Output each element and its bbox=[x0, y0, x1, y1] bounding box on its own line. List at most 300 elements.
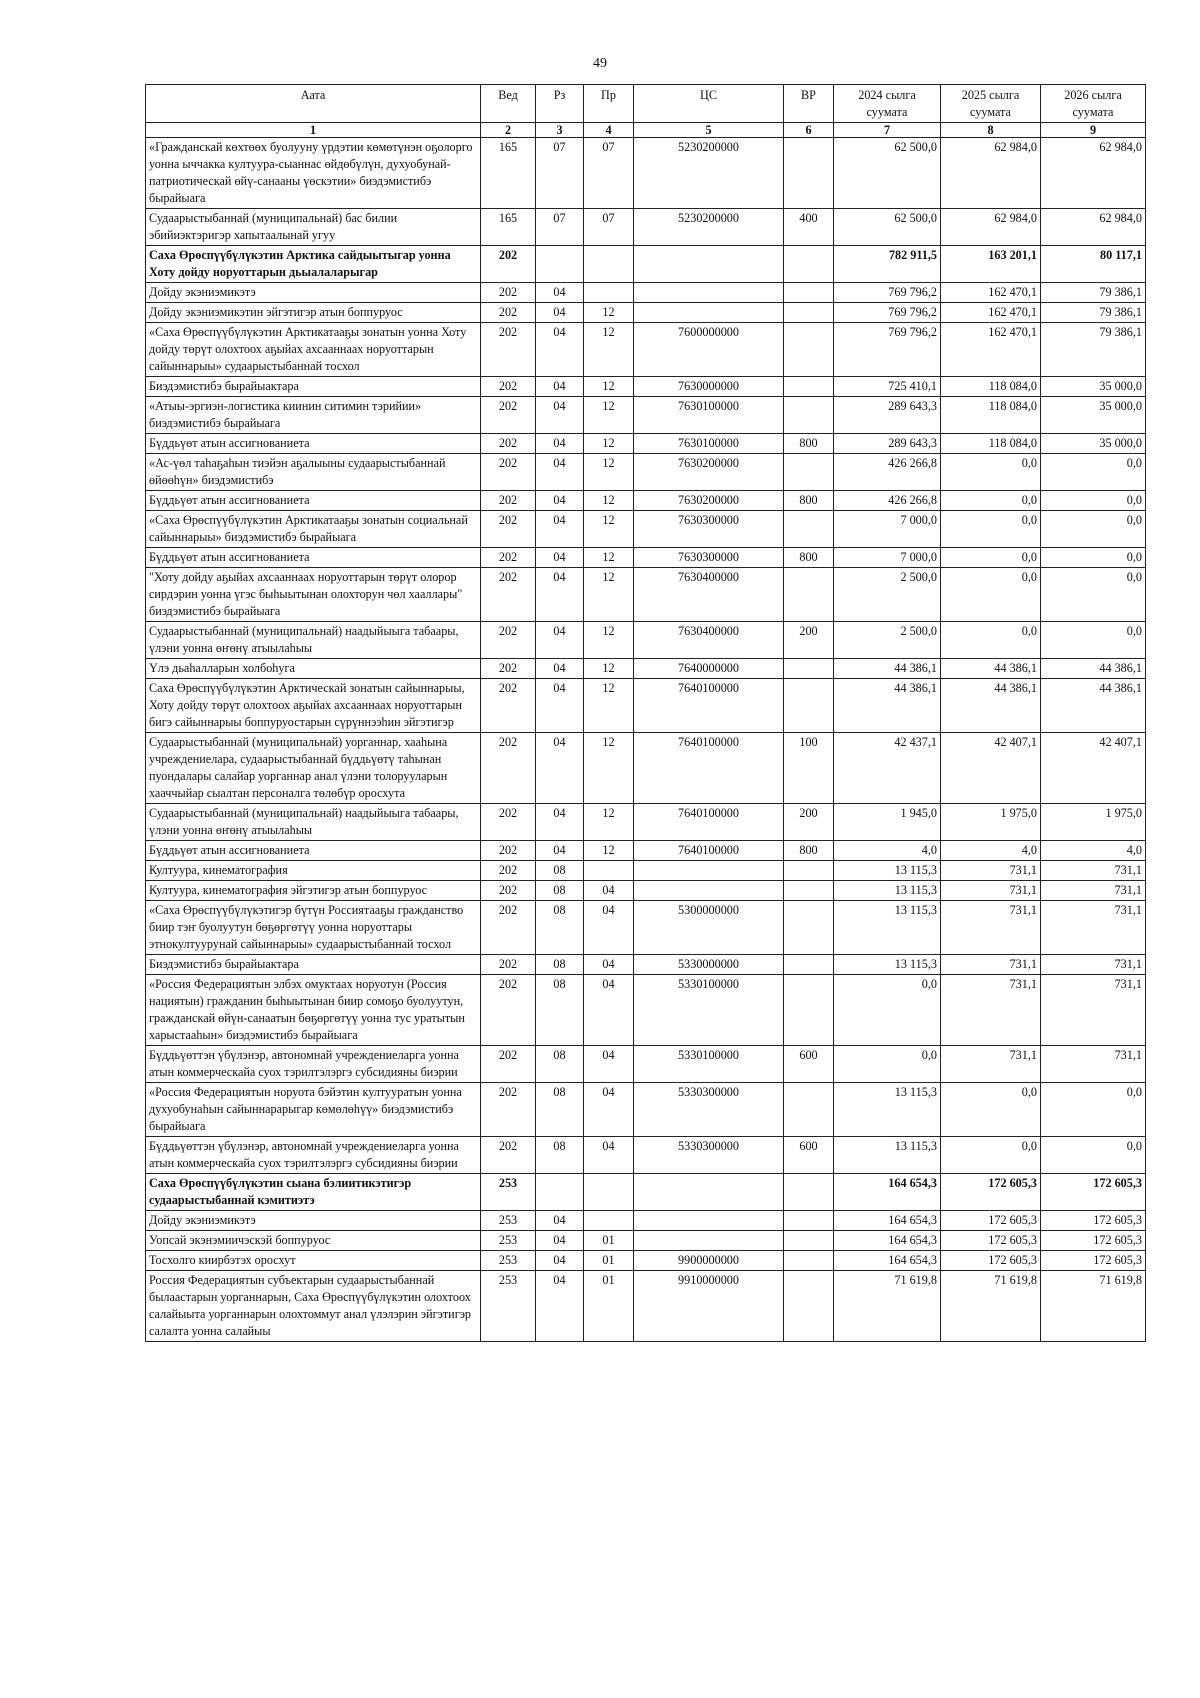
row-vr: 800 bbox=[784, 548, 834, 568]
row-cs: 7630400000 bbox=[634, 568, 784, 622]
row-cs: 7630300000 bbox=[634, 548, 784, 568]
row-amount-2024: 164 654,3 bbox=[834, 1211, 941, 1231]
row-rz: 04 bbox=[536, 454, 584, 491]
row-amount-2024: 164 654,3 bbox=[834, 1231, 941, 1251]
row-pr: 12 bbox=[584, 377, 634, 397]
row-amount-2024: 4,0 bbox=[834, 841, 941, 861]
row-amount-2026: 44 386,1 bbox=[1041, 659, 1146, 679]
row-name: «Саха Өрөспүүбүлүкэтигэр бүтүн Россиятааҕы гражданство биир тэҥ буолуутун бөҕөргөтүү уонна норуоттары этнокултуурунай сайыннарыы» судаарыстыбаннай тосхол bbox=[146, 901, 481, 955]
row-amount-2026: 172 605,3 bbox=[1041, 1174, 1146, 1211]
table-body bbox=[146, 138, 1146, 1342]
row-amount-2025: 0,0 bbox=[941, 622, 1041, 659]
table-row bbox=[146, 454, 1146, 491]
row-amount-2025: 71 619,8 bbox=[941, 1271, 1041, 1342]
table-row bbox=[146, 434, 1146, 454]
header-2026: 2026 сылга суумата bbox=[1041, 85, 1146, 123]
row-amount-2024: 42 437,1 bbox=[834, 733, 941, 804]
table-row bbox=[146, 1083, 1146, 1137]
row-pr: 12 bbox=[584, 491, 634, 511]
row-vr bbox=[784, 303, 834, 323]
row-pr: 12 bbox=[584, 733, 634, 804]
table-row bbox=[146, 377, 1146, 397]
row-amount-2025: 172 605,3 bbox=[941, 1251, 1041, 1271]
row-name: Уопсай экэнэмиичэскэй боппуруос bbox=[146, 1231, 481, 1251]
row-ved: 202 bbox=[481, 975, 536, 1046]
row-amount-2026: 62 984,0 bbox=[1041, 209, 1146, 246]
column-number: 9 bbox=[1041, 123, 1146, 138]
row-ved: 202 bbox=[481, 1083, 536, 1137]
row-rz: 04 bbox=[536, 679, 584, 733]
row-pr bbox=[584, 283, 634, 303]
row-amount-2026: 0,0 bbox=[1041, 511, 1146, 548]
row-pr: 04 bbox=[584, 901, 634, 955]
row-name: Үлэ дьаһалларын холбоһуга bbox=[146, 659, 481, 679]
row-ved: 202 bbox=[481, 881, 536, 901]
row-pr: 01 bbox=[584, 1231, 634, 1251]
table-row bbox=[146, 1211, 1146, 1231]
row-ved: 202 bbox=[481, 679, 536, 733]
table-row bbox=[146, 1251, 1146, 1271]
row-name: Судаарыстыбаннай (муниципальнай) наадыйыыга табаары, үлэни уонна өҥөнү атыылаһыы bbox=[146, 622, 481, 659]
row-amount-2025: 62 984,0 bbox=[941, 209, 1041, 246]
row-amount-2026: 731,1 bbox=[1041, 881, 1146, 901]
row-name: Тосхолго киирбэтэх оросхут bbox=[146, 1251, 481, 1271]
row-rz: 04 bbox=[536, 323, 584, 377]
row-amount-2025: 0,0 bbox=[941, 454, 1041, 491]
row-amount-2026: 79 386,1 bbox=[1041, 303, 1146, 323]
row-rz: 08 bbox=[536, 955, 584, 975]
row-cs bbox=[634, 303, 784, 323]
row-rz: 04 bbox=[536, 622, 584, 659]
row-pr bbox=[584, 1174, 634, 1211]
table-row bbox=[146, 804, 1146, 841]
table-row bbox=[146, 622, 1146, 659]
table-row bbox=[146, 659, 1146, 679]
row-cs bbox=[634, 1211, 784, 1231]
row-amount-2026: 0,0 bbox=[1041, 1137, 1146, 1174]
header-vr: ВР bbox=[784, 85, 834, 123]
row-pr: 12 bbox=[584, 568, 634, 622]
row-vr bbox=[784, 323, 834, 377]
row-rz: 04 bbox=[536, 659, 584, 679]
row-vr bbox=[784, 1231, 834, 1251]
row-cs: 9910000000 bbox=[634, 1271, 784, 1342]
row-ved: 165 bbox=[481, 138, 536, 209]
row-amount-2025: 731,1 bbox=[941, 1046, 1041, 1083]
row-cs: 5330100000 bbox=[634, 1046, 784, 1083]
row-rz: 08 bbox=[536, 1137, 584, 1174]
row-name: Култуура, кинематография bbox=[146, 861, 481, 881]
row-pr: 04 bbox=[584, 1083, 634, 1137]
row-rz: 04 bbox=[536, 377, 584, 397]
row-amount-2025: 4,0 bbox=[941, 841, 1041, 861]
column-number: 1 bbox=[146, 123, 481, 138]
table-row bbox=[146, 303, 1146, 323]
row-pr: 04 bbox=[584, 881, 634, 901]
row-amount-2026: 71 619,8 bbox=[1041, 1271, 1146, 1342]
row-amount-2024: 426 266,8 bbox=[834, 454, 941, 491]
row-ved: 202 bbox=[481, 861, 536, 881]
row-amount-2024: 782 911,5 bbox=[834, 246, 941, 283]
row-rz: 04 bbox=[536, 1231, 584, 1251]
row-pr bbox=[584, 246, 634, 283]
page-number: 49 bbox=[593, 56, 607, 71]
row-amount-2024: 164 654,3 bbox=[834, 1174, 941, 1211]
row-rz: 04 bbox=[536, 1271, 584, 1342]
row-cs: 7630200000 bbox=[634, 454, 784, 491]
row-rz: 07 bbox=[536, 209, 584, 246]
row-amount-2026: 80 117,1 bbox=[1041, 246, 1146, 283]
row-amount-2024: 13 115,3 bbox=[834, 901, 941, 955]
row-name: «Гражданскай көхтөөх буолууну үрдэтии көмөтүнэн оҕолорго уонна ыччакка култуура-сыаннас өйдөбүлүн, духуобунай-патриотическай өйү-санааны үөскэтии» биэдэмистибэ бырайыага bbox=[146, 138, 481, 209]
row-ved: 202 bbox=[481, 283, 536, 303]
row-rz: 08 bbox=[536, 881, 584, 901]
row-amount-2025: 0,0 bbox=[941, 568, 1041, 622]
row-amount-2026: 42 407,1 bbox=[1041, 733, 1146, 804]
column-number: 4 bbox=[584, 123, 634, 138]
row-rz: 04 bbox=[536, 1211, 584, 1231]
row-amount-2024: 7 000,0 bbox=[834, 548, 941, 568]
header-pr: Пр bbox=[584, 85, 634, 123]
row-rz: 04 bbox=[536, 511, 584, 548]
row-amount-2025: 0,0 bbox=[941, 1137, 1041, 1174]
row-amount-2024: 71 619,8 bbox=[834, 1271, 941, 1342]
row-ved: 202 bbox=[481, 568, 536, 622]
row-pr: 01 bbox=[584, 1251, 634, 1271]
row-cs: 5330100000 bbox=[634, 975, 784, 1046]
row-amount-2024: 725 410,1 bbox=[834, 377, 941, 397]
row-amount-2024: 0,0 bbox=[834, 1046, 941, 1083]
row-name: «Саха Өрөспүүбүлүкэтин Арктикатааҕы зонатын социальнай сайыннарыы» биэдэмистибэ бырайыага bbox=[146, 511, 481, 548]
row-ved: 202 bbox=[481, 548, 536, 568]
row-name: Дойду экэниэмикэтэ bbox=[146, 1211, 481, 1231]
row-amount-2025: 118 084,0 bbox=[941, 434, 1041, 454]
row-amount-2025: 0,0 bbox=[941, 548, 1041, 568]
row-vr bbox=[784, 511, 834, 548]
header-cs: ЦС bbox=[634, 85, 784, 123]
row-vr bbox=[784, 246, 834, 283]
row-vr bbox=[784, 975, 834, 1046]
row-pr: 12 bbox=[584, 659, 634, 679]
row-rz: 08 bbox=[536, 1046, 584, 1083]
row-amount-2025: 163 201,1 bbox=[941, 246, 1041, 283]
table-row bbox=[146, 209, 1146, 246]
row-pr: 12 bbox=[584, 622, 634, 659]
row-amount-2024: 0,0 bbox=[834, 975, 941, 1046]
row-cs: 5330300000 bbox=[634, 1137, 784, 1174]
row-name: Дойду экэниэмикэтин эйгэтигэр атын боппуруос bbox=[146, 303, 481, 323]
table-row bbox=[146, 901, 1146, 955]
row-amount-2025: 44 386,1 bbox=[941, 659, 1041, 679]
row-name: Бүддьүөт атын ассигнованиета bbox=[146, 434, 481, 454]
row-vr bbox=[784, 454, 834, 491]
table-row bbox=[146, 323, 1146, 377]
table-row bbox=[146, 138, 1146, 209]
row-amount-2026: 1 975,0 bbox=[1041, 804, 1146, 841]
row-amount-2024: 13 115,3 bbox=[834, 881, 941, 901]
table-row bbox=[146, 246, 1146, 283]
table-row bbox=[146, 1231, 1146, 1251]
row-name: "Хоту дойду аҕыйах ахсааннаах норуоттарын төрүт олорор сирдэрин уонна үгэс быһыытынан олохторун чөл хааллары" биэдэмистибэ бырайыага bbox=[146, 568, 481, 622]
row-pr: 07 bbox=[584, 209, 634, 246]
row-pr: 04 bbox=[584, 975, 634, 1046]
row-ved: 253 bbox=[481, 1271, 536, 1342]
table-row bbox=[146, 881, 1146, 901]
row-vr: 600 bbox=[784, 1137, 834, 1174]
column-number: 8 bbox=[941, 123, 1041, 138]
row-pr: 12 bbox=[584, 434, 634, 454]
row-name: Саха Өрөспүүбүлүкэтин Арктическай зонатын сайыннарыы, Хоту дойду төрүт олохтоох аҕыйах ахсааннаах норуоттарын бигэ сайыннарыы боппуруостарын сүрүннээһин эйгэтигэр bbox=[146, 679, 481, 733]
row-amount-2024: 164 654,3 bbox=[834, 1251, 941, 1271]
row-cs: 9900000000 bbox=[634, 1251, 784, 1271]
row-name: «Россия Федерациятын норуота бэйэтин култууратын уонна духуобунаһын сайыннарарыгар көмөлөһүү» биэдэмистибэ бырайыага bbox=[146, 1083, 481, 1137]
row-rz: 04 bbox=[536, 491, 584, 511]
row-amount-2024: 426 266,8 bbox=[834, 491, 941, 511]
row-name: Судаарыстыбаннай (муниципальнай) наадыйыыга табаары, үлэни уонна өҥөнү атыылаһыы bbox=[146, 804, 481, 841]
row-ved: 202 bbox=[481, 303, 536, 323]
row-amount-2024: 44 386,1 bbox=[834, 679, 941, 733]
row-amount-2026: 35 000,0 bbox=[1041, 397, 1146, 434]
row-ved: 165 bbox=[481, 209, 536, 246]
row-name: Бүддьүөт атын ассигнованиета bbox=[146, 548, 481, 568]
row-cs: 7630100000 bbox=[634, 434, 784, 454]
row-amount-2025: 62 984,0 bbox=[941, 138, 1041, 209]
row-pr: 12 bbox=[584, 511, 634, 548]
row-pr: 12 bbox=[584, 397, 634, 434]
row-vr bbox=[784, 901, 834, 955]
row-vr bbox=[784, 1211, 834, 1231]
row-vr: 800 bbox=[784, 434, 834, 454]
row-ved: 202 bbox=[481, 434, 536, 454]
row-cs: 7600000000 bbox=[634, 323, 784, 377]
table-row bbox=[146, 491, 1146, 511]
row-pr: 12 bbox=[584, 454, 634, 491]
row-vr: 800 bbox=[784, 491, 834, 511]
table-row bbox=[146, 568, 1146, 622]
row-amount-2025: 162 470,1 bbox=[941, 283, 1041, 303]
row-vr: 800 bbox=[784, 841, 834, 861]
row-ved: 202 bbox=[481, 733, 536, 804]
row-amount-2025: 0,0 bbox=[941, 511, 1041, 548]
row-cs: 5330300000 bbox=[634, 1083, 784, 1137]
table-row bbox=[146, 679, 1146, 733]
row-amount-2025: 0,0 bbox=[941, 1083, 1041, 1137]
row-cs: 7630200000 bbox=[634, 491, 784, 511]
header-2025: 2025 сылга суумата bbox=[941, 85, 1041, 123]
column-number: 7 bbox=[834, 123, 941, 138]
row-vr bbox=[784, 1251, 834, 1271]
row-amount-2025: 172 605,3 bbox=[941, 1231, 1041, 1251]
header-rz: Рз bbox=[536, 85, 584, 123]
row-amount-2026: 79 386,1 bbox=[1041, 323, 1146, 377]
row-rz: 04 bbox=[536, 1251, 584, 1271]
table-row bbox=[146, 1046, 1146, 1083]
row-pr bbox=[584, 1211, 634, 1231]
row-pr: 04 bbox=[584, 1046, 634, 1083]
row-amount-2026: 0,0 bbox=[1041, 454, 1146, 491]
row-name: Дойду экэниэмикэтэ bbox=[146, 283, 481, 303]
table-row bbox=[146, 1137, 1146, 1174]
row-ved: 202 bbox=[481, 491, 536, 511]
row-name: Биэдэмистибэ бырайыактара bbox=[146, 955, 481, 975]
row-ved: 202 bbox=[481, 246, 536, 283]
row-amount-2025: 118 084,0 bbox=[941, 397, 1041, 434]
row-name: Култуура, кинематография эйгэтигэр атын боппуруос bbox=[146, 881, 481, 901]
table-row bbox=[146, 397, 1146, 434]
row-vr bbox=[784, 1174, 834, 1211]
row-amount-2024: 62 500,0 bbox=[834, 209, 941, 246]
row-ved: 253 bbox=[481, 1231, 536, 1251]
row-amount-2026: 35 000,0 bbox=[1041, 434, 1146, 454]
row-rz bbox=[536, 246, 584, 283]
row-amount-2026: 0,0 bbox=[1041, 548, 1146, 568]
row-pr: 01 bbox=[584, 1271, 634, 1342]
row-cs: 7640100000 bbox=[634, 804, 784, 841]
row-vr: 400 bbox=[784, 209, 834, 246]
header-ved: Вед bbox=[481, 85, 536, 123]
table-header-row bbox=[146, 85, 1146, 123]
row-name: «Атыы-эргиэн-логистика киинин ситимин тэрийии» биэдэмистибэ бырайыага bbox=[146, 397, 481, 434]
row-amount-2025: 1 975,0 bbox=[941, 804, 1041, 841]
row-name: Бүддьүөттэн үбүлэнэр, автономнай учреждениеларга уонна атын коммерческайа суох тэрилтэлэргэ субсидияны биэрии bbox=[146, 1137, 481, 1174]
row-name: Саха Өрөспүүбүлүкэтин Арктика сайдыытыгар уонна Хоту дойду норуоттарын дьыалаларыгар bbox=[146, 246, 481, 283]
row-amount-2026: 731,1 bbox=[1041, 955, 1146, 975]
row-amount-2025: 118 084,0 bbox=[941, 377, 1041, 397]
row-amount-2024: 289 643,3 bbox=[834, 434, 941, 454]
row-amount-2024: 289 643,3 bbox=[834, 397, 941, 434]
row-cs: 7640100000 bbox=[634, 841, 784, 861]
row-rz: 04 bbox=[536, 303, 584, 323]
row-ved: 202 bbox=[481, 804, 536, 841]
table-row bbox=[146, 511, 1146, 548]
row-pr: 12 bbox=[584, 303, 634, 323]
row-vr bbox=[784, 397, 834, 434]
row-amount-2026: 0,0 bbox=[1041, 491, 1146, 511]
header-name: Аата bbox=[146, 85, 481, 123]
row-ved: 202 bbox=[481, 377, 536, 397]
row-amount-2025: 172 605,3 bbox=[941, 1211, 1041, 1231]
row-rz: 07 bbox=[536, 138, 584, 209]
row-amount-2026: 4,0 bbox=[1041, 841, 1146, 861]
row-pr: 12 bbox=[584, 323, 634, 377]
row-amount-2026: 731,1 bbox=[1041, 901, 1146, 955]
row-amount-2024: 44 386,1 bbox=[834, 659, 941, 679]
table-row bbox=[146, 283, 1146, 303]
row-name: Судаарыстыбаннай (муниципальнай) бас билии эбийиэктэригэр хапытаалынай угуу bbox=[146, 209, 481, 246]
table-row bbox=[146, 548, 1146, 568]
row-cs: 5230200000 bbox=[634, 138, 784, 209]
header-2024: 2024 сылга суумата bbox=[834, 85, 941, 123]
row-cs bbox=[634, 283, 784, 303]
row-cs: 7630000000 bbox=[634, 377, 784, 397]
row-amount-2025: 44 386,1 bbox=[941, 679, 1041, 733]
row-amount-2026: 35 000,0 bbox=[1041, 377, 1146, 397]
row-amount-2024: 13 115,3 bbox=[834, 1137, 941, 1174]
row-pr: 12 bbox=[584, 679, 634, 733]
row-vr bbox=[784, 881, 834, 901]
row-amount-2025: 172 605,3 bbox=[941, 1174, 1041, 1211]
table-row bbox=[146, 1271, 1146, 1342]
row-ved: 202 bbox=[481, 622, 536, 659]
row-cs: 5300000000 bbox=[634, 901, 784, 955]
row-amount-2025: 731,1 bbox=[941, 861, 1041, 881]
row-name: Саха Өрөспүүбүлүкэтин сыана бэлиитикэтигэр судаарыстыбаннай кэмитиэтэ bbox=[146, 1174, 481, 1211]
row-rz: 04 bbox=[536, 568, 584, 622]
row-amount-2026: 731,1 bbox=[1041, 975, 1146, 1046]
row-cs: 7640100000 bbox=[634, 679, 784, 733]
row-amount-2026: 79 386,1 bbox=[1041, 283, 1146, 303]
row-amount-2024: 769 796,2 bbox=[834, 283, 941, 303]
row-amount-2026: 62 984,0 bbox=[1041, 138, 1146, 209]
row-vr bbox=[784, 955, 834, 975]
row-amount-2025: 731,1 bbox=[941, 881, 1041, 901]
row-amount-2025: 162 470,1 bbox=[941, 323, 1041, 377]
row-amount-2024: 13 115,3 bbox=[834, 1083, 941, 1137]
row-vr bbox=[784, 1271, 834, 1342]
row-vr bbox=[784, 568, 834, 622]
row-name: Судаарыстыбаннай (муниципальнай) уорганнар, хааһына учреждениелара, судаарыстыбаннай бүддьүөтү таһынан пуондалары салайар уорганнар анал үлэни толорууларын хааччыйар сыалтан персоналга төлөбүр оросхута bbox=[146, 733, 481, 804]
row-rz: 04 bbox=[536, 397, 584, 434]
row-amount-2026: 0,0 bbox=[1041, 622, 1146, 659]
row-vr: 200 bbox=[784, 804, 834, 841]
row-vr bbox=[784, 377, 834, 397]
row-pr: 07 bbox=[584, 138, 634, 209]
row-ved: 202 bbox=[481, 955, 536, 975]
row-ved: 202 bbox=[481, 454, 536, 491]
row-amount-2024: 2 500,0 bbox=[834, 622, 941, 659]
row-amount-2026: 44 386,1 bbox=[1041, 679, 1146, 733]
row-rz: 04 bbox=[536, 283, 584, 303]
row-pr: 04 bbox=[584, 955, 634, 975]
row-name: «Саха Өрөспүүбүлүкэтин Арктикатааҕы зонатын уонна Хоту дойду төрүт олохтоох аҕыйах ахсааннаах норуоттарын сайыннарыы» судаарыстыбаннай тосхол bbox=[146, 323, 481, 377]
table-row bbox=[146, 841, 1146, 861]
column-number: 6 bbox=[784, 123, 834, 138]
row-amount-2025: 0,0 bbox=[941, 491, 1041, 511]
row-amount-2026: 172 605,3 bbox=[1041, 1231, 1146, 1251]
row-amount-2025: 731,1 bbox=[941, 975, 1041, 1046]
row-rz: 04 bbox=[536, 804, 584, 841]
row-rz: 08 bbox=[536, 1083, 584, 1137]
row-cs bbox=[634, 861, 784, 881]
row-pr bbox=[584, 861, 634, 881]
row-amount-2025: 42 407,1 bbox=[941, 733, 1041, 804]
row-ved: 202 bbox=[481, 659, 536, 679]
row-vr: 600 bbox=[784, 1046, 834, 1083]
row-vr bbox=[784, 659, 834, 679]
row-amount-2024: 2 500,0 bbox=[834, 568, 941, 622]
row-name: Россия Федерациятын субъектарын судаарыстыбаннай былаастарын уорганнарын, Саха Өрөспүүбүлүкэтин олохтоох салайыыта уорганнарын олохтоммут анал үлэлэрин эйгэтигэр салалта уонна салайыы bbox=[146, 1271, 481, 1342]
row-ved: 202 bbox=[481, 1137, 536, 1174]
row-rz: 04 bbox=[536, 841, 584, 861]
row-cs: 7640000000 bbox=[634, 659, 784, 679]
table-row bbox=[146, 975, 1146, 1046]
row-rz bbox=[536, 1174, 584, 1211]
column-number: 2 bbox=[481, 123, 536, 138]
table-row bbox=[146, 955, 1146, 975]
row-amount-2025: 731,1 bbox=[941, 955, 1041, 975]
row-cs: 7630300000 bbox=[634, 511, 784, 548]
row-amount-2024: 1 945,0 bbox=[834, 804, 941, 841]
row-ved: 202 bbox=[481, 1046, 536, 1083]
row-amount-2024: 13 115,3 bbox=[834, 955, 941, 975]
row-ved: 253 bbox=[481, 1211, 536, 1231]
row-amount-2026: 731,1 bbox=[1041, 861, 1146, 881]
row-cs: 5230200000 bbox=[634, 209, 784, 246]
row-pr: 04 bbox=[584, 1137, 634, 1174]
row-rz: 08 bbox=[536, 901, 584, 955]
column-number: 3 bbox=[536, 123, 584, 138]
row-amount-2024: 769 796,2 bbox=[834, 303, 941, 323]
